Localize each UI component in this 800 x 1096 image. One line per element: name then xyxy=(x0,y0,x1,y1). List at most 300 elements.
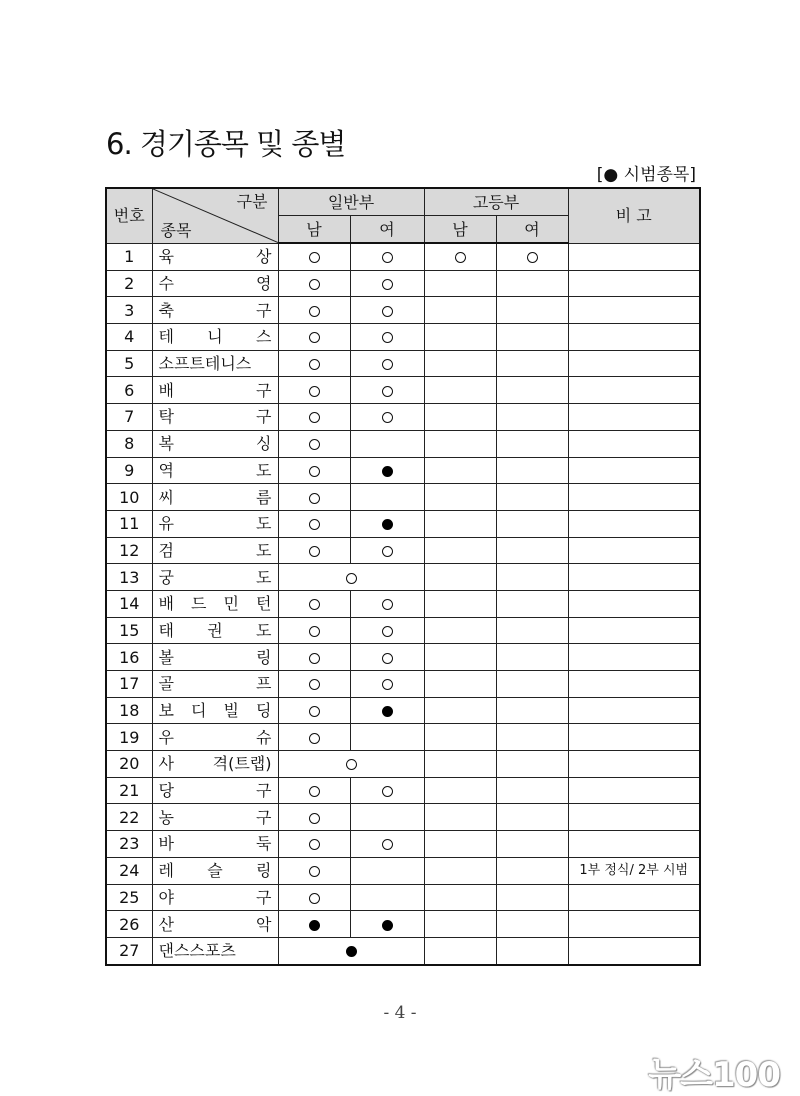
table-row xyxy=(106,404,700,431)
row-number: 15 xyxy=(106,617,152,644)
general-female-cell xyxy=(350,884,424,911)
high-female-cell xyxy=(496,270,568,297)
high-male-cell xyxy=(424,457,496,484)
remarks-cell xyxy=(568,724,700,751)
event-name xyxy=(152,644,278,671)
high-male-cell xyxy=(424,937,496,964)
high-male-cell xyxy=(424,324,496,351)
general-male-cell xyxy=(278,617,350,644)
high-female-cell xyxy=(496,884,568,911)
general-male-cell xyxy=(278,831,350,858)
event-name xyxy=(152,350,278,377)
high-female-cell xyxy=(496,510,568,537)
event-name-part: 상 xyxy=(256,247,272,267)
remarks-cell xyxy=(568,297,700,324)
event-name-part: 영 xyxy=(256,274,272,294)
high-male-cell xyxy=(424,564,496,591)
general-male-cell xyxy=(278,377,350,404)
high-female-cell xyxy=(496,804,568,831)
table-row xyxy=(106,644,700,671)
event-name-part: 레 xyxy=(158,861,174,881)
row-number: 14 xyxy=(106,590,152,617)
event-name xyxy=(152,777,278,804)
event-name-part: 민 xyxy=(223,594,239,614)
event-name-part: 스 xyxy=(256,327,272,347)
event-name xyxy=(152,751,278,778)
event-name-part: 슈 xyxy=(256,727,272,747)
general-male-cell xyxy=(278,804,350,831)
header-high-school-division: 고등부 xyxy=(424,188,568,216)
event-name-part: 야 xyxy=(158,887,174,907)
remarks-cell xyxy=(568,617,700,644)
remarks-cell xyxy=(568,697,700,724)
table-row xyxy=(106,590,700,617)
table-row xyxy=(106,751,700,778)
event-name-part: 구 xyxy=(256,300,272,320)
row-number: 9 xyxy=(106,457,152,484)
official-event-circle-icon xyxy=(309,412,320,423)
event-name xyxy=(152,484,278,511)
general-male-cell xyxy=(278,671,350,698)
event-name-part: 유 xyxy=(158,514,174,534)
remarks-cell xyxy=(568,457,700,484)
remarks-cell xyxy=(568,911,700,938)
event-name xyxy=(152,884,278,911)
official-event-circle-icon xyxy=(309,306,320,317)
event-name-part: 배 xyxy=(158,380,174,400)
remarks-cell xyxy=(568,777,700,804)
high-female-cell xyxy=(496,377,568,404)
remarks-cell xyxy=(568,404,700,431)
official-event-circle-icon xyxy=(309,466,320,477)
event-name xyxy=(152,724,278,751)
watermark-logo: 뉴스100 xyxy=(648,1055,780,1095)
event-name-part: 름 xyxy=(256,487,272,507)
high-male-cell xyxy=(424,644,496,671)
remarks-cell xyxy=(568,804,700,831)
event-name-part: 프 xyxy=(256,674,272,694)
event-name-part: 딩 xyxy=(256,701,272,721)
general-female-cell xyxy=(350,404,424,431)
general-male-cell xyxy=(278,724,350,751)
header-category: 구분 xyxy=(236,192,268,211)
table-row xyxy=(106,243,700,270)
row-number: 11 xyxy=(106,510,152,537)
event-name-part: 우 xyxy=(158,727,174,747)
event-name-part: 복 xyxy=(158,434,174,454)
official-event-circle-icon xyxy=(309,679,320,690)
high-male-cell xyxy=(424,671,496,698)
general-male-cell xyxy=(278,777,350,804)
official-event-circle-icon xyxy=(309,839,320,850)
event-name xyxy=(152,324,278,351)
event-name xyxy=(152,671,278,698)
high-male-cell xyxy=(424,857,496,884)
high-female-cell xyxy=(496,724,568,751)
general-male-cell xyxy=(278,537,350,564)
event-name xyxy=(152,243,278,270)
general-male-cell xyxy=(278,457,350,484)
event-name-part: 구 xyxy=(256,807,272,827)
high-female-cell xyxy=(496,297,568,324)
high-female-cell xyxy=(496,404,568,431)
event-name-part: 구 xyxy=(256,887,272,907)
general-male-cell xyxy=(278,590,350,617)
table-row xyxy=(106,804,700,831)
official-event-circle-icon xyxy=(382,359,393,370)
official-event-circle-icon xyxy=(309,626,320,637)
header-diagonal-cell xyxy=(152,188,278,243)
row-number: 22 xyxy=(106,804,152,831)
general-male-cell xyxy=(278,884,350,911)
high-male-cell xyxy=(424,350,496,377)
event-name-part: 궁 xyxy=(158,567,174,587)
table-row xyxy=(106,350,700,377)
high-male-cell xyxy=(424,430,496,457)
event-name-part: 구 xyxy=(256,781,272,801)
header-general-male: 남 xyxy=(278,216,350,244)
general-female-cell xyxy=(350,457,424,484)
official-event-circle-icon xyxy=(382,252,393,263)
high-female-cell xyxy=(496,777,568,804)
general-female-cell xyxy=(350,510,424,537)
official-event-circle-icon xyxy=(382,839,393,850)
event-name-part: 육 xyxy=(158,247,174,267)
event-name-part: 태 xyxy=(158,620,174,640)
general-female-cell xyxy=(350,350,424,377)
table-row xyxy=(106,617,700,644)
event-name xyxy=(152,297,278,324)
high-female-cell xyxy=(496,564,568,591)
row-number: 5 xyxy=(106,350,152,377)
general-female-cell xyxy=(350,377,424,404)
table-row xyxy=(106,777,700,804)
general-female-cell xyxy=(350,484,424,511)
row-number: 13 xyxy=(106,564,152,591)
remarks-cell xyxy=(568,671,700,698)
event-name-part: 볼 xyxy=(158,647,174,667)
remarks-cell xyxy=(568,350,700,377)
header-general-division: 일반부 xyxy=(278,188,424,216)
row-number: 6 xyxy=(106,377,152,404)
high-male-cell xyxy=(424,697,496,724)
general-female-cell xyxy=(350,697,424,724)
general-male-cell xyxy=(278,857,350,884)
official-event-circle-icon xyxy=(382,546,393,557)
event-name xyxy=(152,404,278,431)
general-female-cell xyxy=(350,243,424,270)
event-name-part: 골 xyxy=(158,674,174,694)
event-name-part: 디 xyxy=(191,701,207,721)
header-event: 종목 xyxy=(160,220,192,240)
event-name xyxy=(152,590,278,617)
official-event-circle-icon xyxy=(382,626,393,637)
official-event-circle-icon xyxy=(309,813,320,824)
general-male-cell xyxy=(278,324,350,351)
general-female-cell xyxy=(350,777,424,804)
row-number: 24 xyxy=(106,857,152,884)
high-male-cell xyxy=(424,751,496,778)
official-event-circle-icon xyxy=(309,519,320,530)
row-number: 17 xyxy=(106,671,152,698)
remarks-cell xyxy=(568,937,700,964)
general-male-cell xyxy=(278,243,350,270)
table-row xyxy=(106,537,700,564)
high-female-cell xyxy=(496,751,568,778)
remarks-cell xyxy=(568,484,700,511)
row-number: 1 xyxy=(106,243,152,270)
table-row xyxy=(106,324,700,351)
general-female-cell xyxy=(350,911,424,938)
table-row xyxy=(106,270,700,297)
remarks-cell xyxy=(568,831,700,858)
sports-events-table xyxy=(105,187,701,966)
table-row xyxy=(106,911,700,938)
table-row xyxy=(106,831,700,858)
event-name xyxy=(152,911,278,938)
row-number: 21 xyxy=(106,777,152,804)
official-event-circle-icon xyxy=(382,653,393,664)
event-name-part: 소프트테니스 xyxy=(158,354,252,374)
row-number: 23 xyxy=(106,831,152,858)
general-female-cell xyxy=(350,804,424,831)
general-male-cell xyxy=(278,404,350,431)
table-row xyxy=(106,937,700,964)
table-row xyxy=(106,724,700,751)
row-number: 12 xyxy=(106,537,152,564)
official-event-circle-icon xyxy=(309,439,320,450)
event-name-part: 둑 xyxy=(256,834,272,854)
remarks-cell xyxy=(568,564,700,591)
official-event-circle-icon xyxy=(382,679,393,690)
high-female-cell xyxy=(496,590,568,617)
general-male-cell xyxy=(278,911,350,938)
high-male-cell xyxy=(424,270,496,297)
general-female-cell xyxy=(350,671,424,698)
high-female-cell xyxy=(496,831,568,858)
remarks-cell xyxy=(568,884,700,911)
event-name xyxy=(152,430,278,457)
general-female-cell xyxy=(350,857,424,884)
general-female-cell xyxy=(350,270,424,297)
official-event-circle-icon xyxy=(309,706,320,717)
official-event-circle-icon xyxy=(382,306,393,317)
high-female-cell xyxy=(496,324,568,351)
row-number: 20 xyxy=(106,751,152,778)
event-name-part: 빌 xyxy=(223,701,239,721)
high-male-cell xyxy=(424,724,496,751)
general-female-cell xyxy=(350,724,424,751)
official-event-circle-icon xyxy=(309,653,320,664)
official-event-circle-icon xyxy=(309,386,320,397)
official-event-circle-icon xyxy=(382,332,393,343)
general-male-cell xyxy=(278,644,350,671)
event-name-part: 싱 xyxy=(256,434,272,454)
event-name-part: 산 xyxy=(158,914,174,934)
general-female-cell xyxy=(350,430,424,457)
official-event-circle-icon xyxy=(309,786,320,797)
demo-event-filled-circle-icon xyxy=(382,920,393,931)
high-female-cell xyxy=(496,243,568,270)
table-row xyxy=(106,671,700,698)
general-division-both xyxy=(278,937,424,964)
header-high-male: 남 xyxy=(424,216,496,244)
official-event-circle-icon xyxy=(527,252,538,263)
high-male-cell xyxy=(424,777,496,804)
table-row xyxy=(106,857,700,884)
high-female-cell xyxy=(496,350,568,377)
legend-demo-events: [● 시범종목] xyxy=(596,165,696,185)
event-name-part: 바 xyxy=(158,834,174,854)
general-male-cell xyxy=(278,484,350,511)
remarks-cell xyxy=(568,590,700,617)
official-event-circle-icon xyxy=(309,279,320,290)
remarks-cell xyxy=(568,644,700,671)
event-name-part: 구 xyxy=(256,380,272,400)
high-male-cell xyxy=(424,911,496,938)
official-event-circle-icon xyxy=(309,359,320,370)
event-name xyxy=(152,510,278,537)
general-male-cell xyxy=(278,270,350,297)
official-event-circle-icon xyxy=(309,866,320,877)
header-remarks: 비 고 xyxy=(568,188,700,243)
table-row xyxy=(106,484,700,511)
event-name-part: 축 xyxy=(158,300,174,320)
high-female-cell xyxy=(496,617,568,644)
general-female-cell xyxy=(350,537,424,564)
row-number: 18 xyxy=(106,697,152,724)
demo-event-filled-circle-icon xyxy=(309,920,320,931)
event-name xyxy=(152,857,278,884)
row-number: 16 xyxy=(106,644,152,671)
table-row xyxy=(106,564,700,591)
demo-event-filled-circle-icon xyxy=(382,519,393,530)
general-male-cell xyxy=(278,697,350,724)
event-name-part: 도 xyxy=(256,540,272,560)
demo-event-filled-circle-icon xyxy=(382,706,393,717)
event-name-part: 농 xyxy=(158,807,174,827)
event-name-part: 격(트랩) xyxy=(212,754,272,774)
official-event-circle-icon xyxy=(455,252,466,263)
event-name-part: 씨 xyxy=(158,487,174,507)
high-female-cell xyxy=(496,457,568,484)
official-event-circle-icon xyxy=(382,786,393,797)
high-male-cell xyxy=(424,404,496,431)
event-name-part: 드 xyxy=(191,594,207,614)
event-name xyxy=(152,537,278,564)
general-female-cell xyxy=(350,324,424,351)
event-name-part: 악 xyxy=(256,914,272,934)
official-event-circle-icon xyxy=(309,252,320,263)
remarks-cell xyxy=(568,430,700,457)
row-number: 4 xyxy=(106,324,152,351)
row-number: 2 xyxy=(106,270,152,297)
high-male-cell xyxy=(424,537,496,564)
event-name-part: 도 xyxy=(256,567,272,587)
remarks-cell xyxy=(568,243,700,270)
high-female-cell xyxy=(496,484,568,511)
remarks-cell xyxy=(568,537,700,564)
official-event-circle-icon xyxy=(309,599,320,610)
event-name xyxy=(152,697,278,724)
event-name-part: 탁 xyxy=(158,407,174,427)
high-male-cell xyxy=(424,884,496,911)
high-female-cell xyxy=(496,937,568,964)
event-name-part: 권 xyxy=(207,620,223,640)
event-name-part: 구 xyxy=(256,407,272,427)
high-female-cell xyxy=(496,671,568,698)
high-female-cell xyxy=(496,537,568,564)
high-male-cell xyxy=(424,590,496,617)
remarks-cell xyxy=(568,270,700,297)
high-male-cell xyxy=(424,243,496,270)
high-male-cell xyxy=(424,297,496,324)
general-division-both xyxy=(278,564,424,591)
table-row xyxy=(106,457,700,484)
event-name-part: 수 xyxy=(158,274,174,294)
event-name-part: 역 xyxy=(158,460,174,480)
row-number: 10 xyxy=(106,484,152,511)
official-event-circle-icon xyxy=(309,493,320,504)
row-number: 7 xyxy=(106,404,152,431)
general-female-cell xyxy=(350,644,424,671)
official-event-circle-icon xyxy=(382,599,393,610)
high-male-cell xyxy=(424,510,496,537)
high-male-cell xyxy=(424,484,496,511)
remarks-cell xyxy=(568,324,700,351)
event-name xyxy=(152,617,278,644)
general-male-cell xyxy=(278,297,350,324)
event-name-part: 도 xyxy=(256,514,272,534)
table-row xyxy=(106,697,700,724)
row-number: 3 xyxy=(106,297,152,324)
event-name-part: 링 xyxy=(256,861,272,881)
row-number: 25 xyxy=(106,884,152,911)
event-name xyxy=(152,377,278,404)
row-number: 27 xyxy=(106,937,152,964)
event-name xyxy=(152,270,278,297)
event-name xyxy=(152,457,278,484)
event-name-part: 턴 xyxy=(256,594,272,614)
high-female-cell xyxy=(496,911,568,938)
table-row xyxy=(106,430,700,457)
official-event-circle-icon xyxy=(346,759,357,770)
event-name-part: 슬 xyxy=(207,861,223,881)
event-name-part: 사 xyxy=(158,754,174,774)
demo-event-filled-circle-icon xyxy=(346,946,357,957)
official-event-circle-icon xyxy=(382,412,393,423)
general-female-cell xyxy=(350,590,424,617)
page-number: - 4 - xyxy=(383,1003,417,1023)
official-event-circle-icon xyxy=(309,332,320,343)
event-name-part: 도 xyxy=(256,460,272,480)
event-name-part: 링 xyxy=(256,647,272,667)
event-name-part: 당 xyxy=(158,781,174,801)
high-female-cell xyxy=(496,697,568,724)
remarks-cell xyxy=(568,510,700,537)
table-row xyxy=(106,510,700,537)
table-row xyxy=(106,377,700,404)
event-name xyxy=(152,831,278,858)
general-division-both xyxy=(278,751,424,778)
event-name xyxy=(152,804,278,831)
high-female-cell xyxy=(496,857,568,884)
row-number: 26 xyxy=(106,911,152,938)
high-male-cell xyxy=(424,804,496,831)
event-name-part: 니 xyxy=(207,327,223,347)
remarks-cell xyxy=(568,377,700,404)
table-row xyxy=(106,297,700,324)
